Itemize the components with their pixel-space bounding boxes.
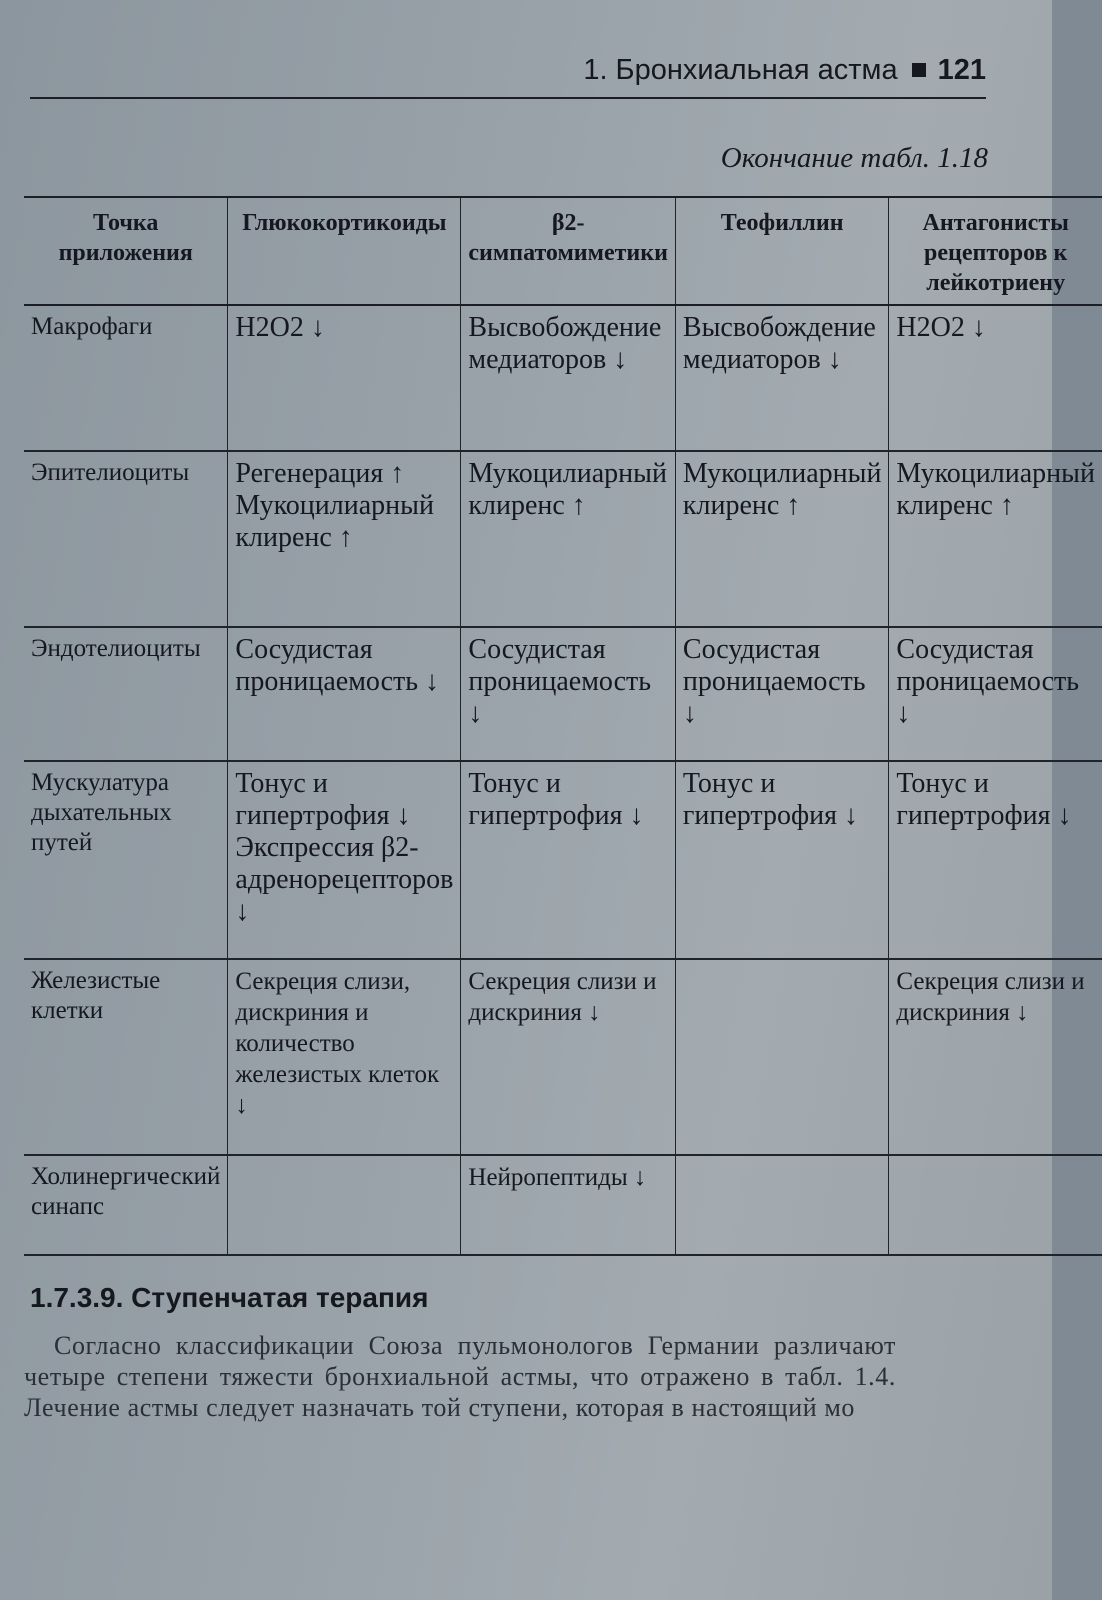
- row-label: Мускулатура дыхательных путей: [24, 761, 228, 959]
- header-cell: Антагонисты рецепторов к лейкотриену: [889, 197, 1102, 305]
- page-number: 121: [937, 54, 986, 86]
- table-cell: Мукоцилиарный клиренс ↑: [889, 451, 1102, 627]
- table-cell: Высвобождение медиаторов ↓: [675, 305, 889, 451]
- section-heading: 1.7.3.9. Ступенчатая терапия: [30, 1282, 429, 1313]
- header-cell: Точка приложения: [24, 197, 228, 305]
- table-row: [24, 451, 1102, 627]
- table-cell: Сосудистая проницаемость ↓: [461, 627, 676, 761]
- table-caption: Окончание табл. 1.18: [720, 142, 988, 174]
- square-bullet-icon: [912, 63, 926, 77]
- table-cell: Секреция слизи и дискриния ↓: [889, 959, 1102, 1155]
- table-cell: Нейропептиды ↓: [461, 1155, 676, 1255]
- body-paragraph: Согласно классификации Союза пульмонологов Германии различают четыре степени тяжести бронхиальной астмы, что отражено в табл. 1.4. Лечение астмы следует назначать той ступени, которая в настоящий мо: [24, 1331, 896, 1422]
- table-cell: H2O2 ↓: [889, 305, 1102, 451]
- row-label: Холинергический синапс: [24, 1155, 228, 1255]
- row-label: Эндотелиоциты: [24, 627, 228, 761]
- table-cell: Секреция слизи и дискриния ↓: [461, 959, 676, 1155]
- header-cell: β2-симпатомиметики: [461, 197, 676, 305]
- table-cell: Мукоцилиарный клиренс ↑: [461, 451, 676, 627]
- table-cell: Мукоцилиарный клиренс ↑: [675, 451, 889, 627]
- table-header-row: [24, 197, 1102, 305]
- table-cell: Тонус и гипертрофия ↓ Экспрессия β2-адренорецепторов ↓: [228, 761, 461, 959]
- table-row: [24, 627, 1102, 761]
- table-cell: [228, 1155, 461, 1255]
- table-row: [24, 959, 1102, 1155]
- table-cell: Тонус и гипертрофия ↓: [461, 761, 676, 959]
- running-head: [30, 54, 986, 99]
- table-cell: Высвобождение медиаторов ↓: [461, 305, 676, 451]
- chapter-title: 1. Бронхиальная астма: [583, 54, 898, 86]
- table-cell: H2O2 ↓: [228, 305, 461, 451]
- table-cell: Сосудистая проницаемость ↓: [889, 627, 1102, 761]
- header-cell: Теофиллин: [675, 197, 889, 305]
- row-label: Эпителиоциты: [24, 451, 228, 627]
- table-cell: Сосудистая проницаемость ↓: [228, 627, 461, 761]
- table-cell: [675, 959, 889, 1155]
- table-row: [24, 1155, 1102, 1255]
- row-label: Железистые клетки: [24, 959, 228, 1155]
- table-cell: Тонус и гипертрофия ↓: [889, 761, 1102, 959]
- header-cell: Глюкокортикоиды: [228, 197, 461, 305]
- table-cell: Секреция слизи, дискриния и количество железистых клеток ↓: [228, 959, 461, 1155]
- table-row: [24, 761, 1102, 959]
- table-cell: Тонус и гипертрофия ↓: [675, 761, 889, 959]
- row-label: Макрофаги: [24, 305, 228, 451]
- table-cell: Сосудистая проницаемость ↓: [675, 627, 889, 761]
- drug-effects-table: [24, 196, 1095, 1256]
- table-cell: [889, 1155, 1102, 1255]
- table-cell: [675, 1155, 889, 1255]
- table-cell: Регенерация ↑ Мукоцилиарный клиренс ↑: [228, 451, 461, 627]
- table-row: [24, 305, 1102, 451]
